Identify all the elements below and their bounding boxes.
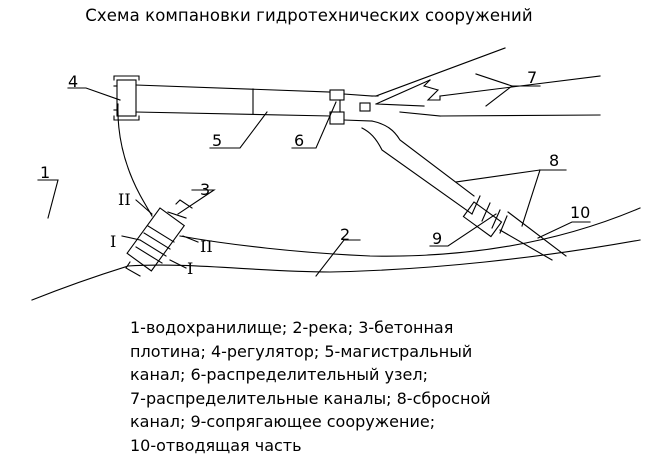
- main-canal-upper: [136, 85, 330, 92]
- label-1: 1: [40, 163, 51, 182]
- label-section-ii-right: II: [200, 237, 213, 256]
- legend-line: 10-отводящая часть: [130, 435, 302, 455]
- label-10: 10: [570, 203, 591, 222]
- river-bank-lower: [32, 240, 640, 300]
- regulator-top-cap: [114, 76, 139, 80]
- regulator-body: [117, 80, 136, 116]
- legend-line: 1-водохранилище; 2-река; 3-бетонная: [130, 318, 454, 337]
- label-section-ii-left: II: [118, 190, 131, 209]
- label-4: 4: [68, 72, 79, 91]
- label-8: 8: [549, 151, 560, 170]
- distribution-node-top: [330, 90, 344, 100]
- discharge-upper: [508, 212, 566, 256]
- dist-canal-a2: [376, 80, 430, 104]
- label-3: 3: [200, 180, 211, 199]
- dist-canal-a1: [376, 48, 505, 96]
- leader-2: [316, 240, 360, 276]
- label-5: 5: [212, 131, 223, 150]
- section-i-left-line: [122, 236, 140, 240]
- diagram-title: Схема компановки гидротехнических сооружений: [85, 6, 533, 25]
- label-9: 9: [432, 229, 443, 248]
- spillway-lower: [362, 128, 472, 214]
- label-section-i-right: I: [187, 259, 194, 278]
- legend-line: канал; 9-сопрягающее сооружение;: [130, 412, 436, 431]
- legend-line: канал; 6-распределительный узел;: [130, 365, 428, 384]
- leader-1: [38, 180, 58, 218]
- main-canal-lower: [136, 112, 330, 116]
- label-7: 7: [527, 68, 538, 87]
- label-6: 6: [294, 131, 305, 150]
- section-i-right-line: [170, 260, 186, 268]
- legend-line: 7-распределительные каналы; 8-сбросной: [130, 388, 491, 408]
- leader-10: [538, 222, 590, 238]
- legend: [130, 316, 550, 457]
- dist-canal-b2: [440, 115, 600, 116]
- distribution-node-bottom: [330, 112, 344, 124]
- legend-line: плотина; 4-регулятор; 5-магистральный: [130, 341, 473, 361]
- dist-gate-zigzag: [424, 80, 440, 100]
- spillway-upper: [372, 121, 474, 196]
- label-2: 2: [340, 225, 351, 244]
- leader-8: [456, 170, 566, 182]
- label-section-i-left: I: [110, 232, 117, 251]
